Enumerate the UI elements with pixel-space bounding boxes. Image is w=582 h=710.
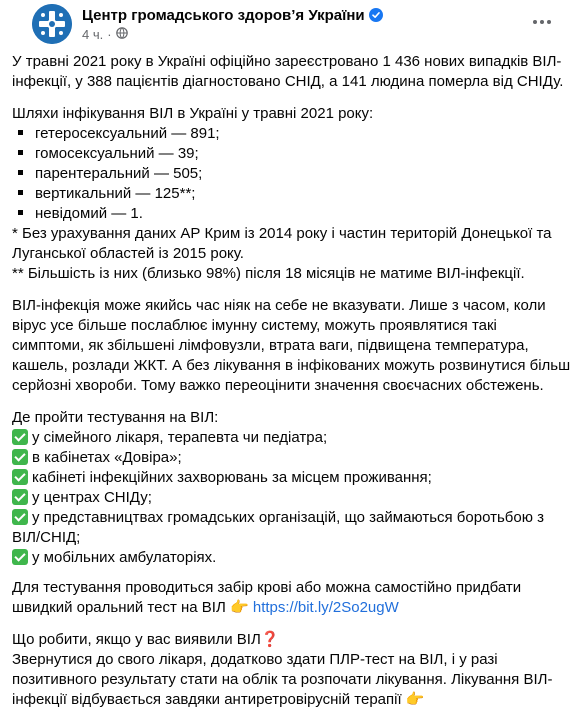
list-item: гетеросексуальний — 891;: [12, 124, 572, 144]
routes-list: [12, 124, 572, 224]
what-todo-question: Що робити, якщо у вас виявили ВІЛ❓: [12, 631, 280, 648]
check-mark-icon: [12, 429, 28, 445]
routes-title: Шляхи інфікування ВІЛ в Україні у травні 2021 року:: [12, 105, 374, 122]
list-item: парентеральний — 505;: [12, 164, 572, 184]
list-item: у мобільних амбулаторіях.: [12, 548, 572, 568]
what-todo-answer: Звернутися до свого лікаря, додатково здати ПЛР-тест на ВІЛ, і у разі позитивного результату стати на облік та розпочати лікування. Лікування ВІЛ-інфекції відбувається завдяки антиретровірусній терапії 👉: [12, 651, 553, 708]
list-item: невідомий — 1.: [12, 204, 572, 224]
post-header: [16, 0, 568, 50]
list-item: вертикальний — 125**;: [12, 184, 572, 204]
page-name-link[interactable]: [82, 6, 383, 27]
check-mark-icon: [12, 549, 28, 565]
test-paragraph: Для тестування проводиться забір крові або можна самостійно придбати швидкий оральний тест на ВІЛ 👉 https://bit.ly/2So2ugW: [12, 579, 522, 616]
more-options-icon[interactable]: [528, 10, 556, 34]
check-mark-icon: [12, 489, 28, 505]
testing-list: [12, 428, 572, 568]
post-timestamp[interactable]: 4 ч.: [82, 27, 104, 42]
list-item: гомосексуальний — 39;: [12, 144, 572, 164]
post-body: [12, 52, 572, 710]
footnote-1: * Без урахування даних АР Крим із 2014 року і частин територій Донецької та Луганської областей із 2015 року.: [12, 225, 552, 262]
footnote-2: ** Більшість із них (близько 98%) після 18 місяців не матиме ВІЛ-інфекції.: [12, 265, 525, 282]
test-link[interactable]: https://bit.ly/2So2ugW: [252, 599, 399, 616]
organization-logo-icon[interactable]: [32, 4, 72, 44]
list-item: у сімейного лікаря, терапевта чи педіатра;: [12, 428, 572, 448]
list-item: в кабінетах «Довіра»;: [12, 448, 572, 468]
list-item: у представництвах громадських організацій, що займаються боротьбою з ВІЛ/СНІД;: [12, 509, 545, 546]
pointing-hand-icon: 👉: [405, 691, 425, 708]
check-mark-icon: [12, 509, 28, 525]
list-item: у центрах СНІДу;: [12, 488, 572, 508]
testing-title: Де пройти тестування на ВІЛ:: [12, 409, 219, 426]
red-question-mark-icon: ❓: [260, 631, 280, 648]
intro-text: У травні 2021 року в Україні офіційно зареєстровано 1 436 нових випадків ВІЛ-інфекції, у 388 пацієнтів діагностовано СНІД, а 141 людина померла від СНІДу.: [12, 53, 564, 90]
list-item: кабінеті інфекційних захворювань за місцем проживання;: [12, 468, 572, 488]
check-mark-icon: [12, 469, 28, 485]
hiv-info-paragraph: ВІЛ-інфекція може якийсь час ніяк на себе не вказувати. Лише з часом, коли вірус усе більше послаблює імунну систему, можуть проявлятися такі симптоми, як збільшені лімфовузли, втрата ваги, підвищена температура, кашель, розлади ЖКТ. А без лікування в інфікованих можуть розвинутися більш серйозні хвороби. Тому важко переоцінити значення своєчасних обстежень.: [12, 297, 571, 394]
meta-separator: ·: [107, 27, 112, 42]
post-meta: [82, 27, 128, 43]
pointing-hand-icon: 👉: [230, 599, 249, 616]
globe-icon[interactable]: [116, 27, 128, 43]
page-name: Центр громадського здоров’я України: [82, 7, 365, 24]
check-mark-icon: [12, 449, 28, 465]
verified-badge-icon: [369, 8, 383, 27]
